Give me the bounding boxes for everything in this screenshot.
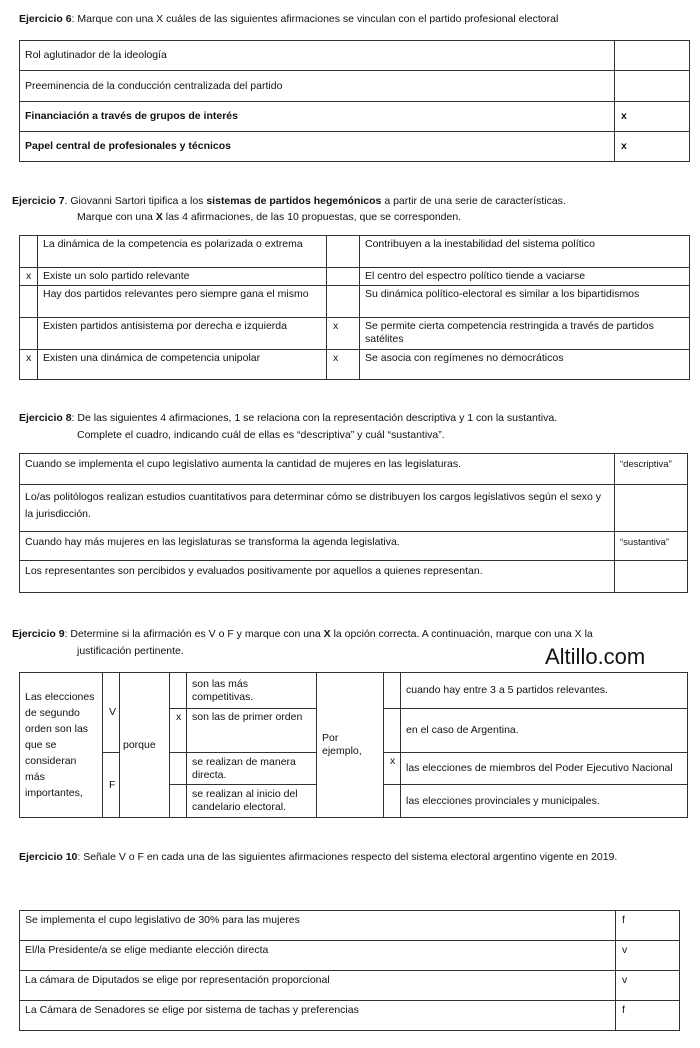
- ex9-table: [19, 672, 688, 818]
- table-row: [20, 532, 688, 561]
- ex6-row-1-mark[interactable]: [615, 41, 690, 71]
- ex9-reason-1-text: son las más competitivas.: [187, 673, 317, 709]
- ex9-reason-4-text: se realizan al inicio del candelario electoral.: [187, 785, 317, 818]
- ex9-example-2-mark[interactable]: [384, 709, 401, 753]
- table-row: [20, 71, 690, 102]
- table-row: [20, 971, 680, 1001]
- ex7-row-4-mark-left[interactable]: [20, 318, 38, 350]
- table-row: [20, 132, 690, 162]
- ex10-heading: [19, 850, 679, 864]
- ex8-heading: [19, 411, 689, 425]
- watermark-logo: Altillo.com: [545, 644, 646, 669]
- ex7-text-b: a partir de una serie de características.: [381, 195, 566, 207]
- table-row: [20, 941, 680, 971]
- ex10-row-2-mark[interactable]: v: [616, 941, 680, 971]
- ex7-line2-a: Marque con una: [77, 211, 156, 223]
- table-row: [20, 286, 690, 318]
- ex10-instruction: : Señale V o F en cada una de las siguientes afirmaciones respecto del sistema electoral argentino vigente en 2019.: [77, 851, 618, 863]
- ex8-row-1-mark[interactable]: “descriptiva”: [615, 454, 688, 485]
- ex10-row-3-mark[interactable]: v: [616, 971, 680, 1001]
- ex8-table: [19, 453, 688, 593]
- ex9-heading: [12, 627, 692, 641]
- ex6-row-2-text: Preeminencia de la conducción centralizada del partido: [20, 71, 615, 102]
- ex10-row-4-text: La Cámara de Senadores se elige por sistema de tachas y preferencias: [20, 1001, 616, 1031]
- table-row: [20, 911, 680, 941]
- ex9-f-label[interactable]: F: [103, 753, 120, 818]
- ex10-row-1-text: Se implementa el cupo legislativo de 30% para las mujeres: [20, 911, 616, 941]
- ex6-row-3-mark[interactable]: x: [615, 102, 690, 132]
- ex9-example-4-mark[interactable]: [384, 785, 401, 818]
- ex10-row-1-mark[interactable]: f: [616, 911, 680, 941]
- ex9-text-bold: X: [323, 628, 331, 640]
- ex9-reason-3-mark[interactable]: [170, 753, 187, 785]
- ex10-row-4-mark[interactable]: f: [616, 1001, 680, 1031]
- ex10-row-3-text: La cámara de Diputados se elige por representación proporcional: [20, 971, 616, 1001]
- ex7-row-3-mark-right[interactable]: [327, 286, 360, 318]
- ex9-reason-1-mark[interactable]: [170, 673, 187, 709]
- ex9-text-b: la opción correcta. A continuación, marque con una X la: [330, 628, 593, 640]
- ex7-row-1-text-left: La dinámica de la competencia es polarizada o extrema: [38, 236, 327, 268]
- ex7-row-3-text-right: Su dinámica político-electoral es similar a los bipartidismos: [360, 286, 690, 318]
- ex7-row-4-text-left: Existen partidos antisistema por derecha e izquierda: [38, 318, 327, 350]
- ex9-example-4-text: las elecciones provinciales y municipales.: [401, 785, 688, 818]
- ex9-reason-2-text: son las de primer orden: [187, 709, 317, 753]
- ex9-example-1-text: cuando hay entre 3 a 5 partidos relevantes.: [401, 673, 688, 709]
- ex6-table: [19, 40, 690, 162]
- ex9-reason-4-mark[interactable]: [170, 785, 187, 818]
- ex7-text-bold: sistemas de partidos hegemónicos: [206, 195, 382, 207]
- ex7-row-2-text-right: El centro del espectro político tiende a vaciarse: [360, 268, 690, 286]
- ex9-reason-3-text: se realizan de manera directa.: [187, 753, 317, 785]
- ex9-example-1-mark[interactable]: [384, 673, 401, 709]
- ex9-por-ejemplo: Por ejemplo,: [317, 673, 384, 818]
- ex7-row-1-mark-right[interactable]: [327, 236, 360, 268]
- ex8-row-3-mark[interactable]: “sustantiva”: [615, 532, 688, 561]
- ex7-line2-bold: X: [155, 211, 163, 223]
- ex9-instruction-2: justificación pertinente.: [77, 645, 184, 657]
- ex8-instruction: : De las siguientes 4 afirmaciones, 1 se relaciona con la representación descriptiva y 1 con la sustantiva.: [71, 412, 558, 424]
- ex7-label: Ejercicio 7: [12, 195, 65, 207]
- ex8-row-4-text: Los representantes son percibidos y evaluados positivamente por aquellos a quienes representan.: [20, 561, 615, 593]
- table-row: [20, 350, 690, 380]
- ex6-instruction: : Marque con una X cuáles de las siguientes afirmaciones se vinculan con el partido profesional electoral: [71, 13, 559, 25]
- table-row: [20, 41, 690, 71]
- ex7-table: [19, 235, 690, 380]
- ex7-text-a: . Giovanni Sartori tipifica a los: [64, 195, 207, 207]
- ex10-label: Ejercicio 10: [19, 851, 78, 863]
- ex7-row-1-text-right: Contribuyen a la inestabilidad del sistema político: [360, 236, 690, 268]
- ex7-row-5-mark-right[interactable]: x: [327, 350, 360, 380]
- table-row: [20, 673, 688, 709]
- ex9-porque: porque: [120, 673, 170, 818]
- table-row: [20, 561, 688, 593]
- ex8-instruction-2: Complete el cuadro, indicando cuál de ellas es “descriptiva” y cuál “sustantiva”.: [77, 429, 445, 441]
- table-row: [20, 102, 690, 132]
- table-row: [20, 485, 688, 532]
- ex9-reason-2-mark[interactable]: x: [170, 709, 187, 753]
- ex6-label: Ejercicio 6: [19, 13, 72, 25]
- table-row: [20, 236, 690, 268]
- ex9-v-label[interactable]: V: [103, 673, 120, 753]
- table-row: [20, 268, 690, 286]
- ex7-row-3-mark-left[interactable]: [20, 286, 38, 318]
- ex10-row-2-text: El/la Presidente/a se elige mediante elección directa: [20, 941, 616, 971]
- ex7-row-5-mark-left[interactable]: x: [20, 350, 38, 380]
- ex7-row-2-mark-right[interactable]: [327, 268, 360, 286]
- ex6-row-1-text: Rol aglutinador de la ideología: [20, 41, 615, 71]
- ex8-row-4-mark[interactable]: [615, 561, 688, 593]
- ex7-row-2-text-left: Existe un solo partido relevante: [38, 268, 327, 286]
- ex7-row-2-mark-left[interactable]: x: [20, 268, 38, 286]
- ex8-row-1-text: Cuando se implementa el cupo legislativo aumenta la cantidad de mujeres en las legislaturas.: [20, 454, 615, 485]
- ex6-row-4-mark[interactable]: x: [615, 132, 690, 162]
- table-row: [20, 1001, 680, 1031]
- ex7-row-5-text-left: Existen una dinámica de competencia unipolar: [38, 350, 327, 380]
- ex7-row-3-text-left: Hay dos partidos relevantes pero siempre gana el mismo: [38, 286, 327, 318]
- ex9-example-3-mark[interactable]: x: [384, 753, 401, 785]
- ex8-row-3-text: Cuando hay más mujeres en las legislaturas se transforma la agenda legislativa.: [20, 532, 615, 561]
- ex7-heading: [12, 194, 692, 208]
- ex6-heading: [19, 12, 689, 26]
- ex6-row-4-text: Papel central de profesionales y técnicos: [20, 132, 615, 162]
- ex6-row-2-mark[interactable]: [615, 71, 690, 102]
- ex10-table: [19, 910, 680, 1031]
- ex9-example-3-text: las elecciones de miembros del Poder Ejecutivo Nacional: [401, 753, 688, 785]
- ex7-line2-b: las 4 afirmaciones, de las 10 propuestas, que se corresponden.: [162, 211, 462, 223]
- ex9-example-2-text: en el caso de Argentina.: [401, 709, 688, 753]
- ex9-stem: Las elecciones de segundo orden son las que se consideran más importantes,: [20, 673, 103, 818]
- ex8-row-2-mark[interactable]: [615, 485, 688, 532]
- ex7-row-4-text-right: Se permite cierta competencia restringida a través de partidos satélites: [360, 318, 690, 350]
- ex7-row-5-text-right: Se asocia con regímenes no democráticos: [360, 350, 690, 380]
- ex7-row-4-mark-right[interactable]: x: [327, 318, 360, 350]
- ex9-label: Ejercicio 9: [12, 628, 65, 640]
- table-row: [20, 318, 690, 350]
- ex8-label: Ejercicio 8: [19, 412, 72, 424]
- table-row: [20, 454, 688, 485]
- ex8-row-2-text: Lo/as politólogos realizan estudios cuantitativos para determinar cómo se distribuyen los cargos legislativos según el sexo y la jurisdicción.: [20, 485, 615, 532]
- ex7-row-1-mark-left[interactable]: [20, 236, 38, 268]
- ex9-text-a: : Determine si la afirmación es V o F y marque con una: [64, 628, 324, 640]
- ex7-instruction: [77, 210, 687, 224]
- ex6-row-3-text: Financiación a través de grupos de interés: [20, 102, 615, 132]
